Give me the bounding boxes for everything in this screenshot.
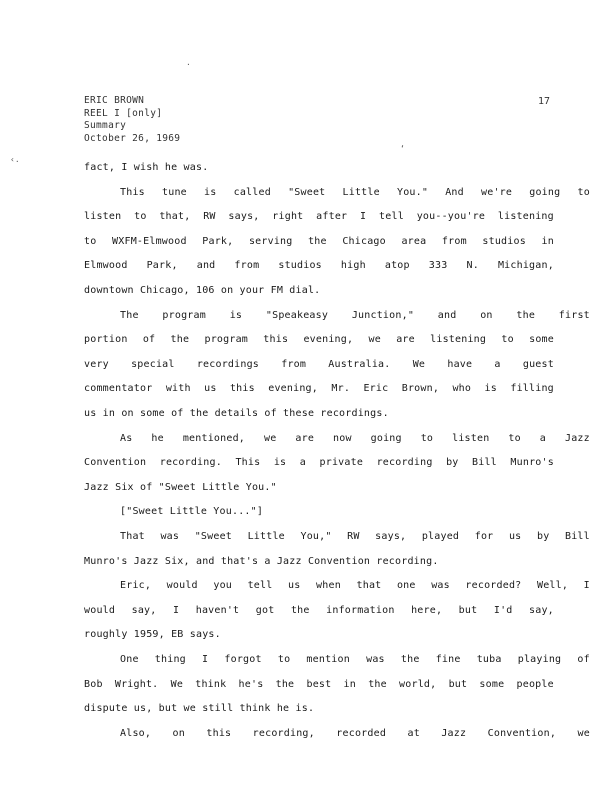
transcript-line: roughly 1959, EB says. bbox=[84, 629, 221, 641]
transcript-line: commentator with us this evening, Mr. Eric Brown, who is filling bbox=[84, 383, 554, 395]
transcript-line: ["Sweet Little You..."] bbox=[120, 506, 264, 518]
transcript-line: This tune is called "Sweet Little You." And we're going to bbox=[120, 186, 590, 198]
transcript-line: dispute us, but we still think he is. bbox=[84, 703, 315, 715]
transcript-line: us in on some of the details of these recordings. bbox=[84, 408, 389, 419]
transcript-line: Munro's Jazz Six, and that's a Jazz Convention recording. bbox=[84, 555, 439, 567]
transcript-line: Elmwood Park, and from studios high atop 333 N. Michigan, bbox=[84, 260, 554, 272]
transcript-line: downtown Chicago, 106 on your FM dial. bbox=[84, 285, 321, 296]
transcript-line: That was "Sweet Little You," RW says, played for us by Bill bbox=[120, 531, 590, 542]
transcript-line: portion of the program this evening, we are listening to some bbox=[84, 334, 554, 346]
header-line-summary: Summary bbox=[84, 120, 127, 131]
header-line-reel: REEL I [only] bbox=[84, 107, 163, 119]
scan-speck: ‘ bbox=[400, 144, 405, 153]
transcript-line: Eric, would you tell us when that one was recorded? Well, I bbox=[120, 580, 590, 592]
header-line-name: ERIC BROWN bbox=[84, 95, 145, 106]
transcript-line: The program is "Speakeasy Junction," and on the first bbox=[120, 309, 590, 321]
transcript-line: would say, I haven't got the information here, but I'd say, bbox=[84, 604, 554, 616]
transcript-header bbox=[84, 95, 180, 145]
transcript-line: fact, I wish he was. bbox=[84, 162, 209, 173]
transcript-line: Jazz Six of "Sweet Little You." bbox=[84, 481, 277, 493]
transcript-line: Bob Wright. We think he's the best in the world, but some people bbox=[84, 678, 554, 690]
transcript-line: very special recordings from Australia. We have a guest bbox=[84, 358, 554, 370]
page-number: 17 bbox=[538, 96, 551, 107]
scan-speck: ‹. bbox=[10, 155, 20, 164]
transcript-line: to WXFM-Elmwood Park, serving the Chicago area from studios in bbox=[84, 235, 554, 247]
transcript-line: As he mentioned, we are now going to listen to a Jazz bbox=[120, 432, 590, 444]
scan-speck: . bbox=[186, 58, 191, 67]
transcript-line: Convention recording. This is a private recording by Bill Munro's bbox=[84, 457, 554, 469]
header-line-date: October 26, 1969 bbox=[84, 132, 181, 144]
transcript-line: Also, on this recording, recorded at Jazz Convention, we bbox=[120, 727, 590, 739]
transcript-line: One thing I forgot to mention was the fine tuba playing of bbox=[120, 654, 590, 665]
transcript-line: listen to that, RW says, right after I tell you--you're listening bbox=[84, 211, 554, 223]
